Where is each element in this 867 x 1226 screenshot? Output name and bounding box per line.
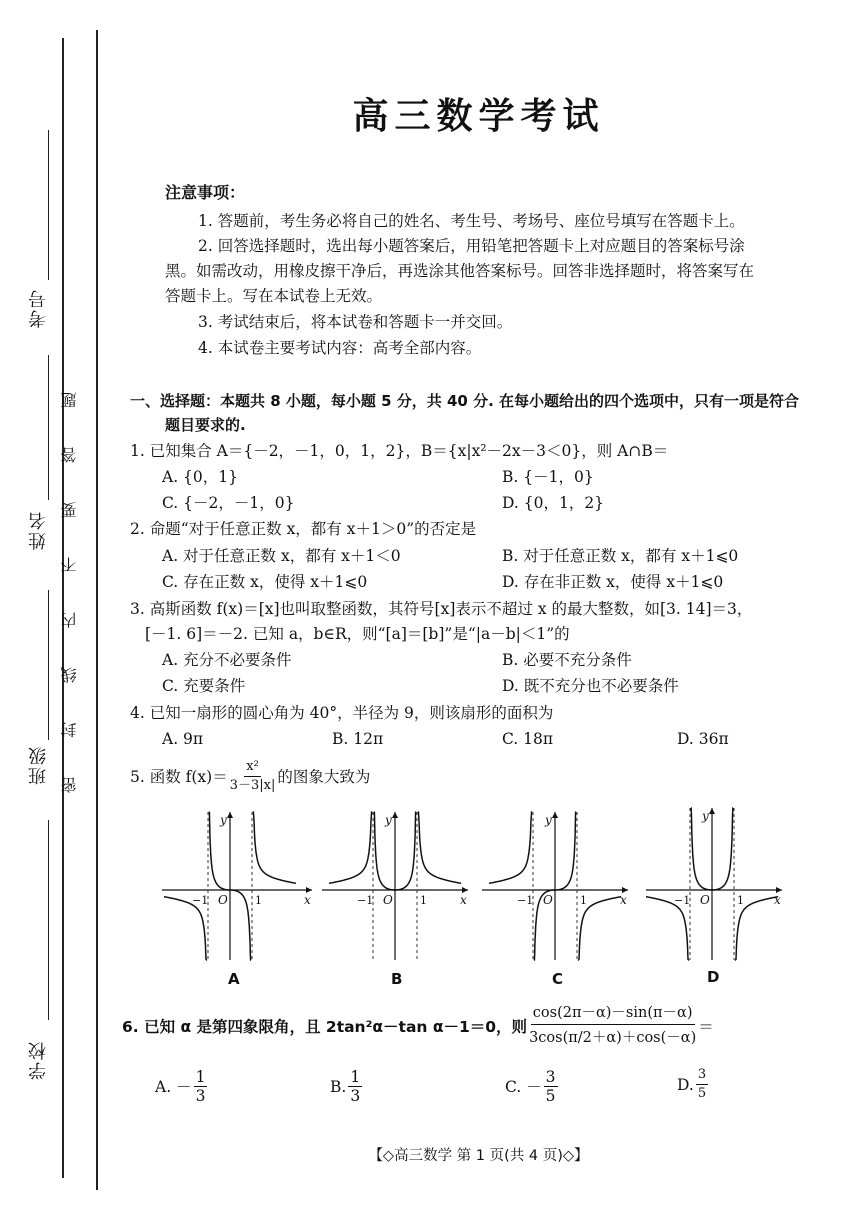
notice-item-2: 2. 回答选择题时，选出每小题答案后，用铅笔把答题卡上对应题目的答案标号涂 bbox=[198, 237, 745, 255]
graph-d-minus1-label: −1 bbox=[674, 894, 691, 907]
q6-option-b-den: 3 bbox=[350, 1087, 361, 1105]
graph-label-d: D bbox=[707, 968, 720, 986]
q6-option-c-prefix: C. － bbox=[505, 1077, 542, 1096]
q2-option-b: B. 对于任意正数 x，都有 x＋1⩽0 bbox=[502, 547, 739, 565]
graph-b-y-label: y bbox=[385, 813, 392, 827]
graph-d-y-label: y bbox=[702, 809, 709, 823]
q6-option-a bbox=[155, 1068, 209, 1105]
q1-option-d: D. {0，1，2} bbox=[502, 494, 605, 512]
graph-c-x-label: x bbox=[620, 893, 627, 907]
seal-char-ti: 题 bbox=[60, 392, 79, 408]
q5-stem-post: 的图象大致为 bbox=[277, 767, 371, 786]
xingming-underline bbox=[48, 355, 49, 500]
graph-a-curve-1 bbox=[164, 897, 207, 960]
q5-denominator: 3－3|x| bbox=[229, 778, 276, 793]
graph-d-curve-1 bbox=[646, 897, 689, 960]
q4-option-c: C. 18π bbox=[502, 730, 554, 748]
graph-c-origin-label: O bbox=[543, 893, 553, 907]
q6-option-d bbox=[677, 1066, 710, 1103]
graph-label-b: B bbox=[391, 970, 403, 988]
q1-stem: 1. 已知集合 A＝{－2，－1，0，1，2}，B＝{x|x²－2x－3＜0}，则 A∩B＝ bbox=[130, 442, 669, 460]
section-heading: 一、选择题：本题共 8 小题，每小题 5 分，共 40 分. 在每小题给出的四个选项中，只有一项是符合 bbox=[130, 392, 800, 410]
q2-option-c: C. 存在正数 x，使得 x＋1⩽0 bbox=[162, 573, 368, 591]
q6-option-d-fraction bbox=[696, 1066, 708, 1103]
notice-item-2-cont: 黑。如需改动，用橡皮擦干净后，再选涂其他答案标号。回答非选择题时，将答案写在 bbox=[165, 262, 755, 280]
seal-char-xian: 线 bbox=[60, 667, 79, 683]
q1-option-c: C. {－2，－1，0} bbox=[162, 494, 295, 512]
banji-underline bbox=[48, 590, 49, 740]
q3-stem-line2: [－1. 6]＝－2. 已知 a，b∈R，则“[a]＝[b]”是“|a－b|＜1”的 bbox=[145, 625, 570, 643]
q4-option-a: A. 9π bbox=[162, 730, 204, 748]
seal-char-nei: 内 bbox=[60, 612, 79, 628]
q6-option-a-prefix: A. － bbox=[155, 1077, 192, 1096]
q6-option-a-den: 3 bbox=[195, 1087, 206, 1105]
margin-inner-line bbox=[96, 30, 98, 1190]
q1-option-b: B. {－1，0} bbox=[502, 468, 594, 486]
label-xuexiao: 学校 bbox=[28, 1040, 49, 1080]
q5-stem bbox=[130, 758, 370, 795]
q6-option-c-den: 5 bbox=[545, 1087, 556, 1105]
seal-char-bu: 不 bbox=[60, 557, 79, 573]
seal-char-da: 答 bbox=[60, 447, 79, 463]
q6-option-c bbox=[505, 1068, 560, 1105]
q3-option-c: C. 充要条件 bbox=[162, 677, 246, 695]
graph-d-curve-2 bbox=[691, 808, 712, 890]
graph-a-y-arrow bbox=[227, 812, 233, 818]
q6-option-b-fraction bbox=[348, 1068, 362, 1105]
section-heading-cont: 题目要求的. bbox=[165, 416, 246, 434]
graph-b-x-label: x bbox=[460, 893, 467, 907]
q6-equals: ＝ bbox=[698, 1017, 714, 1036]
q3-stem-line1: 3. 高斯函数 f(x)＝[x]也叫取整函数，其符号[x]表示不超过 x 的最大整数，如[3. 14]＝3， bbox=[130, 600, 753, 618]
graph-b-curve-1 bbox=[329, 812, 372, 883]
q3-option-b: B. 必要不充分条件 bbox=[502, 651, 632, 669]
q6-option-d-prefix: D. bbox=[677, 1075, 694, 1094]
graph-c-y-label: y bbox=[545, 813, 552, 827]
notice-item-3: 3. 考试结束后，将本试卷和答题卡一并交回。 bbox=[198, 313, 513, 331]
q2-stem: 2. 命题“对于任意正数 x，都有 x＋1＞0”的否定是 bbox=[130, 520, 477, 538]
q6-stem-text: 6. 已知 α 是第四象限角，且 2tan²α－tan α－1＝0，则 bbox=[122, 1017, 528, 1036]
graph-c-x-arrow bbox=[622, 887, 628, 893]
graph-c-minus1-label: −1 bbox=[517, 894, 534, 907]
graph-a-curve-2 bbox=[209, 812, 230, 890]
margin-outer-line bbox=[62, 38, 64, 1178]
q2-option-d: D. 存在非正数 x，使得 x＋1⩽0 bbox=[502, 573, 724, 591]
graph-c-y-arrow bbox=[552, 812, 558, 818]
graph-d-plus1-label: 1 bbox=[737, 894, 744, 907]
label-banji: 班级 bbox=[28, 745, 49, 785]
q3-option-a: A. 充分不必要条件 bbox=[162, 651, 292, 669]
graph-c-plus1-label: 1 bbox=[580, 894, 587, 907]
graph-a-curve-3 bbox=[230, 890, 251, 960]
graph-a-y-label: y bbox=[220, 813, 227, 827]
graph-label-c: C bbox=[552, 970, 564, 988]
graph-d-x-arrow bbox=[776, 887, 782, 893]
q6-option-d-den: 5 bbox=[697, 1086, 707, 1101]
q3-option-d: D. 既不充分也不必要条件 bbox=[502, 677, 679, 695]
q6-numerator: cos(2π－α)－sin(π－α) bbox=[531, 1002, 695, 1025]
graph-b-x-arrow bbox=[462, 887, 468, 893]
q6-fraction bbox=[529, 1002, 696, 1051]
graph-c-curve-1 bbox=[489, 812, 532, 883]
graph-d-x-label: x bbox=[774, 893, 781, 907]
page-title: 高三数学考试 bbox=[352, 96, 605, 137]
seal-char-feng: 封 bbox=[60, 722, 79, 738]
q4-stem: 4. 已知一扇形的圆心角为 40°，半径为 9，则该扇形的面积为 bbox=[130, 704, 554, 722]
q6-option-c-fraction bbox=[544, 1068, 558, 1105]
notice-heading: 注意事项： bbox=[165, 183, 246, 202]
q6-option-a-num: 1 bbox=[195, 1068, 206, 1086]
q6-option-c-num: 3 bbox=[545, 1068, 556, 1086]
kaohao-underline bbox=[48, 130, 49, 280]
xuexiao-underline bbox=[48, 820, 49, 1020]
graph-d-y-arrow bbox=[709, 808, 715, 814]
graph-b-y-arrow bbox=[392, 812, 398, 818]
q5-numerator: x² bbox=[244, 758, 261, 777]
seal-char-yao: 要 bbox=[60, 502, 79, 518]
q5-stem-pre: 5. 函数 f(x)＝ bbox=[130, 767, 228, 786]
graph-c-curve-2 bbox=[534, 890, 555, 960]
label-kaohao: 考号 bbox=[28, 288, 49, 328]
graph-c-curve-4 bbox=[578, 897, 621, 960]
q4-option-b: B. 12π bbox=[332, 730, 384, 748]
graph-a-plus1-label: 1 bbox=[255, 894, 262, 907]
q6-stem bbox=[122, 1002, 714, 1051]
q6-option-b-prefix: B. bbox=[330, 1077, 347, 1096]
q5-fraction bbox=[230, 758, 276, 795]
q6-option-b bbox=[330, 1068, 364, 1105]
q2-option-a: A. 对于任意正数 x，都有 x＋1＜0 bbox=[162, 547, 401, 565]
graph-b-curve-3 bbox=[395, 812, 416, 890]
graph-a-x-label: x bbox=[304, 893, 311, 907]
graph-label-a: A bbox=[228, 970, 240, 988]
q6-denominator: 3cos(π/2＋α)＋cos(－α) bbox=[529, 1030, 697, 1046]
graph-d-curve-4 bbox=[735, 897, 778, 960]
q6-option-d-num: 3 bbox=[696, 1066, 708, 1085]
seal-char-mi: 密 bbox=[60, 777, 79, 793]
graph-b-curve-4 bbox=[418, 812, 461, 883]
graph-a-x-arrow bbox=[306, 887, 312, 893]
graph-c-curve-3 bbox=[555, 812, 576, 890]
graph-a-curve-4 bbox=[253, 812, 296, 883]
page-footer: 【◇高三数学 第 1 页(共 4 页)◇】 bbox=[368, 1148, 589, 1164]
graph-b-minus1-label: −1 bbox=[357, 894, 374, 907]
q1-option-a: A. {0，1} bbox=[162, 468, 238, 486]
label-xingming: 姓名 bbox=[28, 510, 49, 550]
graph-b-plus1-label: 1 bbox=[420, 894, 427, 907]
notice-item-4: 4. 本试卷主要考试内容：高考全部内容。 bbox=[198, 339, 482, 357]
q4-option-d: D. 36π bbox=[677, 730, 729, 748]
q6-option-b-num: 1 bbox=[350, 1068, 361, 1086]
graph-a-minus1-label: −1 bbox=[192, 894, 209, 907]
q6-option-a-fraction bbox=[194, 1068, 208, 1105]
graph-d-curve-3 bbox=[712, 808, 733, 890]
graph-b-curve-2 bbox=[374, 812, 395, 890]
notice-item-2-end: 答题卡上。写在本试卷上无效。 bbox=[165, 287, 383, 305]
graph-a-origin-label: O bbox=[218, 893, 228, 907]
graph-b-origin-label: O bbox=[383, 893, 393, 907]
graph-d-origin-label: O bbox=[700, 893, 710, 907]
notice-item-1: 1. 答题前，考生务必将自己的姓名、考生号、考场号、座位号填写在答题卡上。 bbox=[198, 212, 745, 230]
